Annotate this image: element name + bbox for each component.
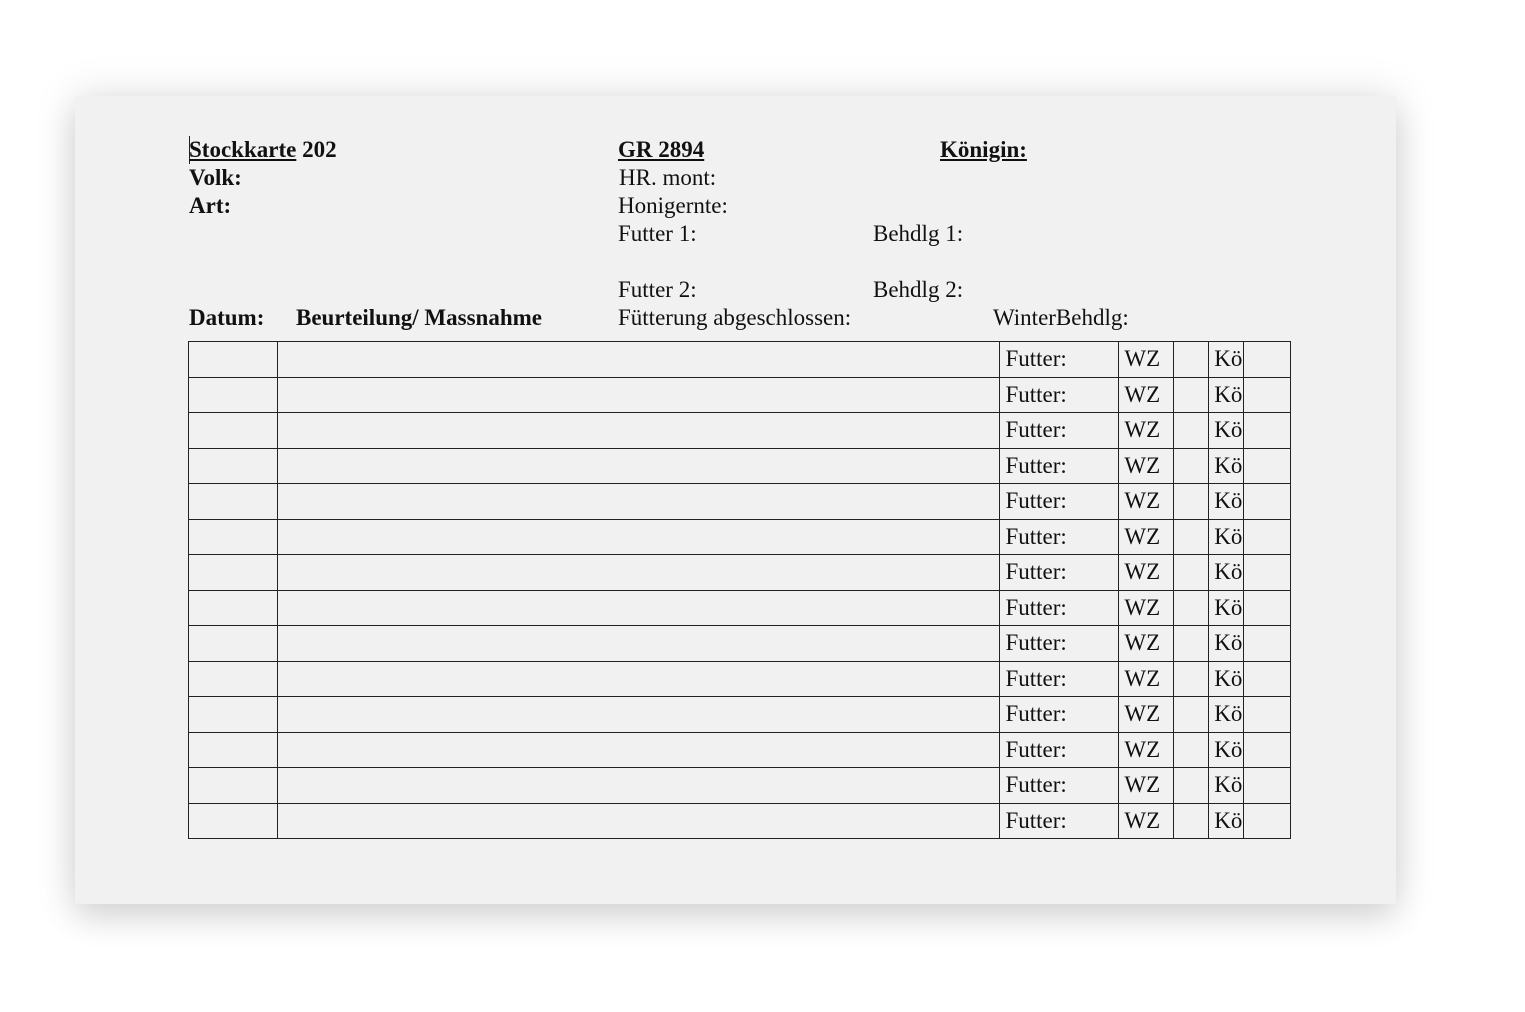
ko-value-cell[interactable] bbox=[1244, 661, 1291, 697]
futter-cell: Futter: bbox=[1000, 555, 1119, 591]
wz-cell: WZ bbox=[1119, 768, 1174, 804]
note-cell[interactable] bbox=[277, 448, 1000, 484]
datum-label: Datum: bbox=[189, 305, 265, 330]
beurteilung-label: Beurteilung/ Massnahme bbox=[296, 305, 542, 330]
date-cell[interactable] bbox=[189, 519, 278, 555]
note-cell[interactable] bbox=[277, 519, 1000, 555]
ko-value-cell[interactable] bbox=[1244, 342, 1291, 378]
stockkarte-label: Stockkarte bbox=[189, 137, 297, 162]
date-cell[interactable] bbox=[189, 555, 278, 591]
wz-value-cell[interactable] bbox=[1174, 661, 1209, 697]
log-table-body bbox=[189, 342, 1291, 839]
ko-value-cell[interactable] bbox=[1244, 732, 1291, 768]
futter1-label: Futter 1: bbox=[618, 221, 697, 246]
ko-value-cell[interactable] bbox=[1244, 484, 1291, 520]
table-row bbox=[189, 626, 1291, 662]
futter-cell: Futter: bbox=[1000, 448, 1119, 484]
honigernte-label: Honigernte: bbox=[618, 193, 728, 218]
futter-cell: Futter: bbox=[1000, 768, 1119, 804]
date-cell[interactable] bbox=[189, 697, 278, 733]
ko-cell: Kö bbox=[1209, 413, 1244, 449]
note-cell[interactable] bbox=[277, 732, 1000, 768]
wz-value-cell[interactable] bbox=[1174, 768, 1209, 804]
table-row bbox=[189, 697, 1291, 733]
wz-value-cell[interactable] bbox=[1174, 697, 1209, 733]
futter-cell: Futter: bbox=[1000, 484, 1119, 520]
ko-value-cell[interactable] bbox=[1244, 413, 1291, 449]
note-cell[interactable] bbox=[277, 768, 1000, 804]
date-cell[interactable] bbox=[189, 377, 278, 413]
stockkarte-number: 202 bbox=[296, 137, 337, 162]
note-cell[interactable] bbox=[277, 590, 1000, 626]
ko-value-cell[interactable] bbox=[1244, 626, 1291, 662]
table-row bbox=[189, 448, 1291, 484]
winterbehdlg-label: WinterBehdlg: bbox=[993, 305, 1129, 330]
wz-cell: WZ bbox=[1119, 342, 1174, 378]
wz-value-cell[interactable] bbox=[1174, 590, 1209, 626]
wz-value-cell[interactable] bbox=[1174, 519, 1209, 555]
note-cell[interactable] bbox=[277, 484, 1000, 520]
wz-cell: WZ bbox=[1119, 626, 1174, 662]
wz-cell: WZ bbox=[1119, 519, 1174, 555]
ko-value-cell[interactable] bbox=[1244, 590, 1291, 626]
fuetterung-label: Fütterung abgeschlossen: bbox=[618, 305, 852, 330]
behdlg2-label: Behdlg 2: bbox=[873, 277, 964, 302]
table-row bbox=[189, 342, 1291, 378]
wz-cell: WZ bbox=[1119, 732, 1174, 768]
ko-cell: Kö bbox=[1209, 803, 1244, 839]
futter2-label: Futter 2: bbox=[618, 277, 697, 302]
futter-cell: Futter: bbox=[1000, 626, 1119, 662]
futter-cell: Futter: bbox=[1000, 342, 1119, 378]
ko-cell: Kö bbox=[1209, 555, 1244, 591]
wz-cell: WZ bbox=[1119, 413, 1174, 449]
futter-cell: Futter: bbox=[1000, 377, 1119, 413]
table-row bbox=[189, 484, 1291, 520]
log-table bbox=[188, 341, 1291, 839]
ko-cell: Kö bbox=[1209, 484, 1244, 520]
note-cell[interactable] bbox=[277, 626, 1000, 662]
futter-cell: Futter: bbox=[1000, 413, 1119, 449]
wz-value-cell[interactable] bbox=[1174, 732, 1209, 768]
table-row bbox=[189, 555, 1291, 591]
wz-cell: WZ bbox=[1119, 590, 1174, 626]
behdlg1-label: Behdlg 1: bbox=[873, 221, 964, 246]
note-cell[interactable] bbox=[277, 342, 1000, 378]
art-label: Art: bbox=[189, 193, 232, 218]
wz-cell: WZ bbox=[1119, 555, 1174, 591]
hr-mont-label: HR. mont: bbox=[619, 165, 717, 190]
table-row bbox=[189, 519, 1291, 555]
date-cell[interactable] bbox=[189, 661, 278, 697]
date-cell[interactable] bbox=[189, 626, 278, 662]
note-cell[interactable] bbox=[277, 803, 1000, 839]
table-row bbox=[189, 768, 1291, 804]
ko-value-cell[interactable] bbox=[1244, 555, 1291, 591]
stockkarte-title bbox=[189, 136, 337, 164]
koenigin-label: Königin: bbox=[940, 137, 1027, 162]
note-cell[interactable] bbox=[277, 555, 1000, 591]
note-cell[interactable] bbox=[277, 413, 1000, 449]
note-cell[interactable] bbox=[277, 377, 1000, 413]
date-cell[interactable] bbox=[189, 448, 278, 484]
wz-value-cell[interactable] bbox=[1174, 484, 1209, 520]
date-cell[interactable] bbox=[189, 590, 278, 626]
futter-cell: Futter: bbox=[1000, 590, 1119, 626]
table-row bbox=[189, 803, 1291, 839]
wz-value-cell[interactable] bbox=[1174, 413, 1209, 449]
date-cell[interactable] bbox=[189, 768, 278, 804]
ko-value-cell[interactable] bbox=[1244, 519, 1291, 555]
ko-cell: Kö bbox=[1209, 626, 1244, 662]
wz-cell: WZ bbox=[1119, 377, 1174, 413]
note-cell[interactable] bbox=[277, 661, 1000, 697]
ko-cell: Kö bbox=[1209, 590, 1244, 626]
ko-cell: Kö bbox=[1209, 768, 1244, 804]
date-cell[interactable] bbox=[189, 413, 278, 449]
ko-cell: Kö bbox=[1209, 377, 1244, 413]
wz-value-cell[interactable] bbox=[1174, 448, 1209, 484]
ko-cell: Kö bbox=[1209, 448, 1244, 484]
note-cell[interactable] bbox=[277, 697, 1000, 733]
ko-cell: Kö bbox=[1209, 661, 1244, 697]
ko-cell: Kö bbox=[1209, 697, 1244, 733]
ko-cell: Kö bbox=[1209, 519, 1244, 555]
date-cell[interactable] bbox=[189, 732, 278, 768]
futter-cell: Futter: bbox=[1000, 732, 1119, 768]
wz-cell: WZ bbox=[1119, 803, 1174, 839]
futter-cell: Futter: bbox=[1000, 519, 1119, 555]
wz-cell: WZ bbox=[1119, 448, 1174, 484]
futter-cell: Futter: bbox=[1000, 661, 1119, 697]
wz-value-cell[interactable] bbox=[1174, 803, 1209, 839]
wz-cell: WZ bbox=[1119, 661, 1174, 697]
wz-value-cell[interactable] bbox=[1174, 626, 1209, 662]
wz-value-cell[interactable] bbox=[1174, 555, 1209, 591]
ko-value-cell[interactable] bbox=[1244, 768, 1291, 804]
table-row bbox=[189, 377, 1291, 413]
ko-value-cell[interactable] bbox=[1244, 377, 1291, 413]
table-row bbox=[189, 661, 1291, 697]
wz-cell: WZ bbox=[1119, 697, 1174, 733]
stock-card bbox=[75, 96, 1396, 904]
futter-cell: Futter: bbox=[1000, 697, 1119, 733]
wz-cell: WZ bbox=[1119, 484, 1174, 520]
table-row bbox=[189, 590, 1291, 626]
ko-value-cell[interactable] bbox=[1244, 697, 1291, 733]
date-cell[interactable] bbox=[189, 484, 278, 520]
wz-value-cell[interactable] bbox=[1174, 377, 1209, 413]
volk-label: Volk: bbox=[189, 165, 242, 190]
wz-value-cell[interactable] bbox=[1174, 342, 1209, 378]
gr-label: GR 2894 bbox=[618, 137, 705, 162]
ko-cell: Kö bbox=[1209, 342, 1244, 378]
table-row bbox=[189, 732, 1291, 768]
ko-value-cell[interactable] bbox=[1244, 448, 1291, 484]
date-cell[interactable] bbox=[189, 342, 278, 378]
date-cell[interactable] bbox=[189, 803, 278, 839]
ko-value-cell[interactable] bbox=[1244, 803, 1291, 839]
futter-cell: Futter: bbox=[1000, 803, 1119, 839]
ko-cell: Kö bbox=[1209, 732, 1244, 768]
table-row bbox=[189, 413, 1291, 449]
